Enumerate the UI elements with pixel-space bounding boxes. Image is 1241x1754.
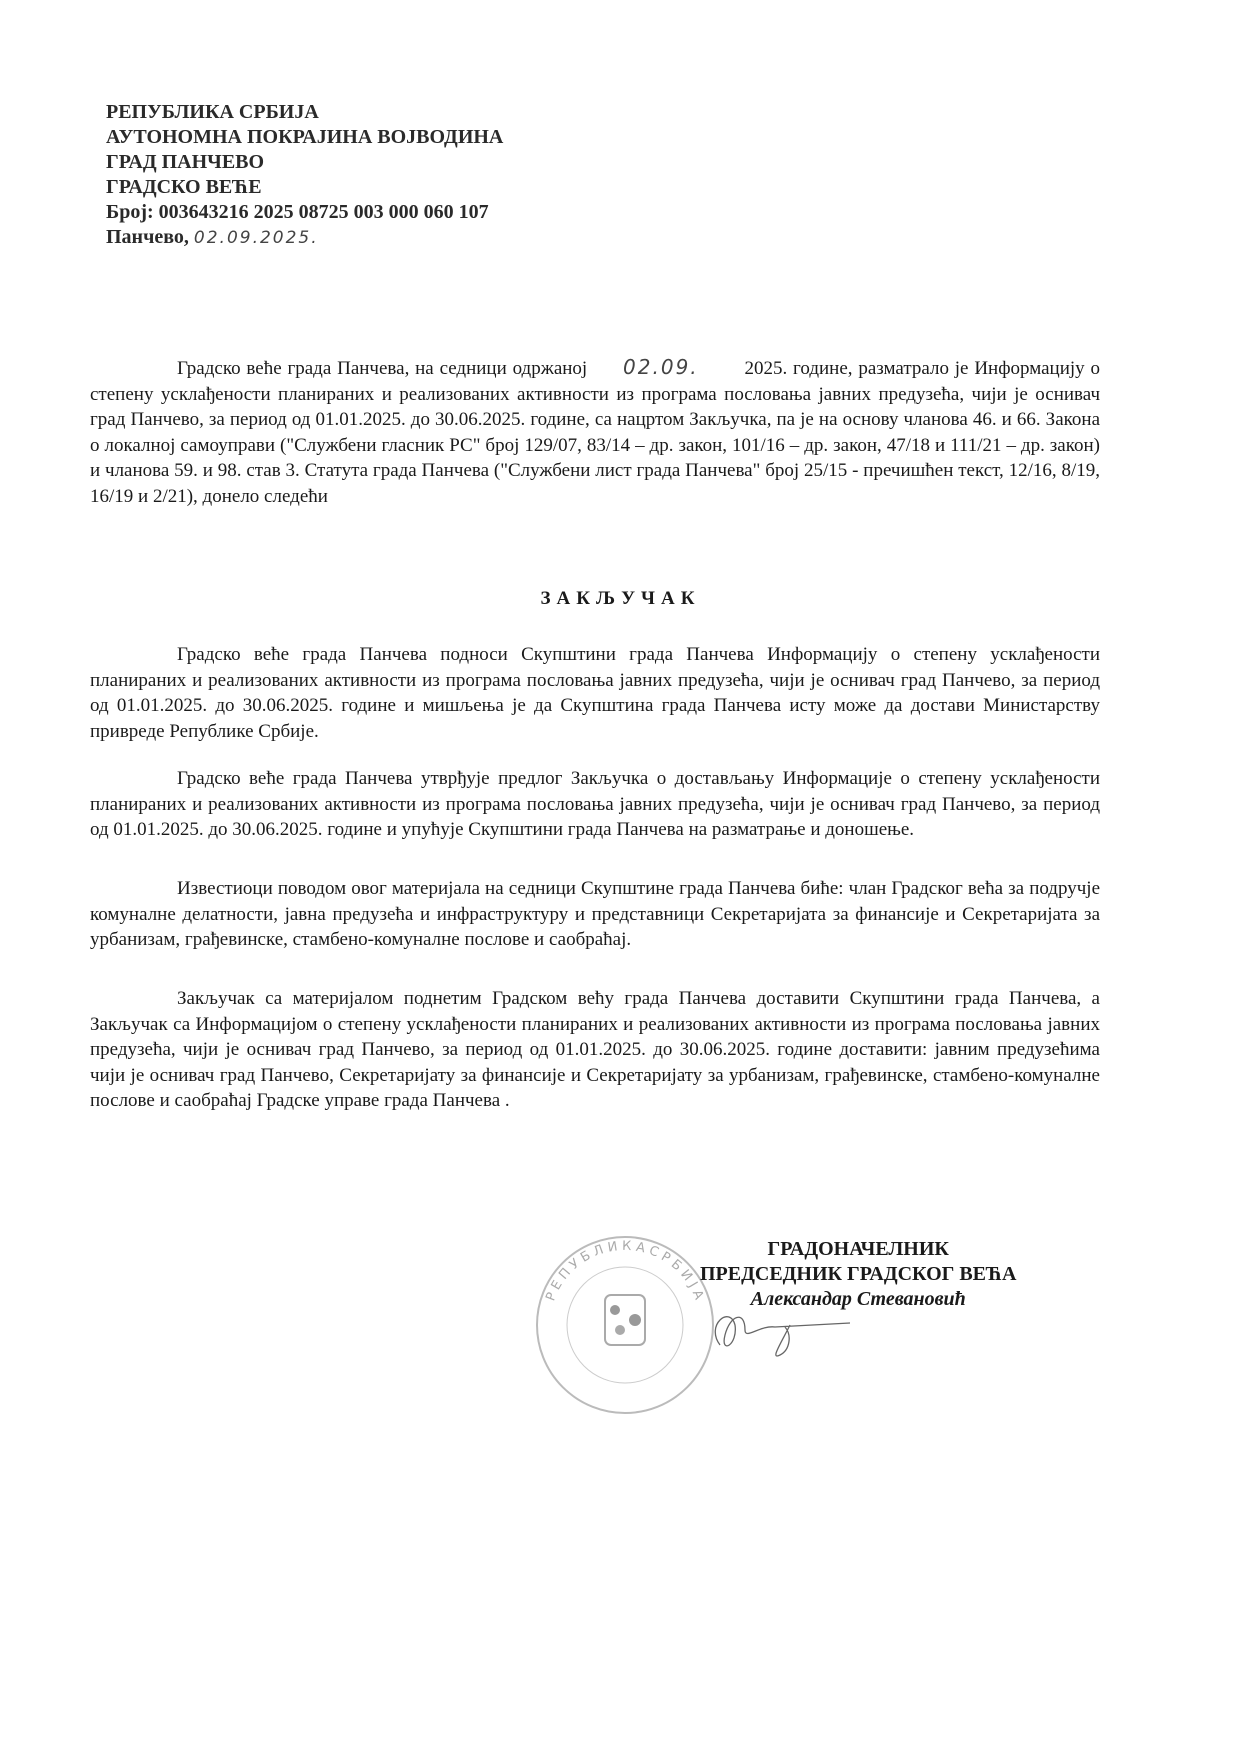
council-president-title: ПРЕДСЕДНИК ГРАДСКОГ ВЕЋА bbox=[700, 1263, 1017, 1285]
conclusion-paragraph-3: Известиоци поводом овог материјала на седници Скупштине града Панчева биће: члан Градског већа за подручје комуналне делатности, јавна предузећа и инфраструктуру и представници Секретаријата за финансије и Секретаријата за урбанизам, грађевинске, стамбено-комуналне послове и саобраћај. bbox=[90, 878, 1100, 950]
svg-text:Р Е П У Б Л И К А С Р Б И Ј: Р Е П У Б Л И К А С Р Б И Ј А bbox=[543, 1238, 707, 1304]
document-number: Број: 003643216 2025 08725 003 000 060 107 bbox=[106, 201, 489, 223]
handwritten-signature bbox=[700, 1305, 860, 1365]
document-header bbox=[106, 100, 503, 251]
intro-text-rest: 2025. године, разматрало је Информацију о степену усклађености планираних и реализованих активности из програма пословања јавних предузећа, чији је оснивач град Панчево, за период од 01.01.2025. до 30.06.2025. године, са нацртом Закључка, па је на основу чланова 46. и 66. Закона о локалној самоуправи ("Службени гласник РС" број 129/07, 83/14 – др. закон, 101/16 – др. закон, 47/18 и 111/21 – др. закон) и чланова 59. и 98. став 3. Статута града Панчева ("Службени лист града Панчева" број 25/15 - пречишћен текст, 12/16, 8/19, 16/19 и 2/21), донело следећи bbox=[90, 358, 1100, 507]
conclusion-paragraph-4: Закључак са материјалом поднетим Градском већу града Панчева доставити Скупштини града Панчева, а Закључак са Информацијом о степену усклађености планираних и реализованих активности из програма пословања јавних предузећа, чији је оснивач град Панчево, за период од 01.01.2025. до 30.06.2025. године доставити: јавним предузећима чији је оснивач град Панчево, Секретаријату за финансије и Секретаријату за урбанизам, грађевинске, стамбено-комуналне послове и саобраћај Градске управе града Панчева . bbox=[90, 988, 1100, 1111]
signatory-name: Александар Стевановић bbox=[750, 1288, 966, 1310]
signature-block bbox=[700, 1237, 1016, 1312]
header-city: ГРАД ПАНЧЕВО bbox=[106, 151, 265, 173]
conclusion-paragraph-1: Градско веће града Панчева подноси Скупштини града Панчева Информацију о степену усклађености планираних и реализованих активности из програма пословања јавних предузећа, чији је оснивач град Панчево, за период од 01.01.2025. до 30.06.2025. године и мишљења је да Скупштина града Панчева исту може да достави Министарству привреде Републике Србије. bbox=[90, 644, 1100, 742]
header-council: ГРАДСКО ВЕЋЕ bbox=[106, 176, 262, 198]
place-date bbox=[106, 225, 503, 251]
intro-text-start: Градско веће града Панчева, на седници одржаној bbox=[177, 358, 588, 379]
intro-paragraph bbox=[90, 355, 1100, 509]
conclusion-paragraph-2: Градско веће града Панчева утврђује предлог Закључка о достављању Информације о степену усклађености планираних и реализованих активности из програма пословања јавних предузећа, чији је оснивач град Панчево, за период од 01.01.2025. до 30.06.2025. године и упућује Скупштини града Панчева на разматрање и доношење. bbox=[90, 768, 1100, 840]
handwritten-session-date: 02.09. bbox=[623, 355, 699, 379]
mayor-title: ГРАДОНАЧЕЛНИК bbox=[767, 1238, 949, 1260]
place: Панчево, bbox=[106, 226, 189, 248]
handwritten-date: 02.09.2025. bbox=[193, 228, 319, 248]
header-country: РЕПУБЛИКА СРБИЈА bbox=[106, 101, 319, 123]
document-title: ЗАКЉУЧАК bbox=[540, 588, 701, 609]
official-stamp bbox=[530, 1230, 720, 1420]
header-province: АУТОНОМНА ПОКРАЈИНА ВОЈВОДИНА bbox=[106, 126, 504, 148]
